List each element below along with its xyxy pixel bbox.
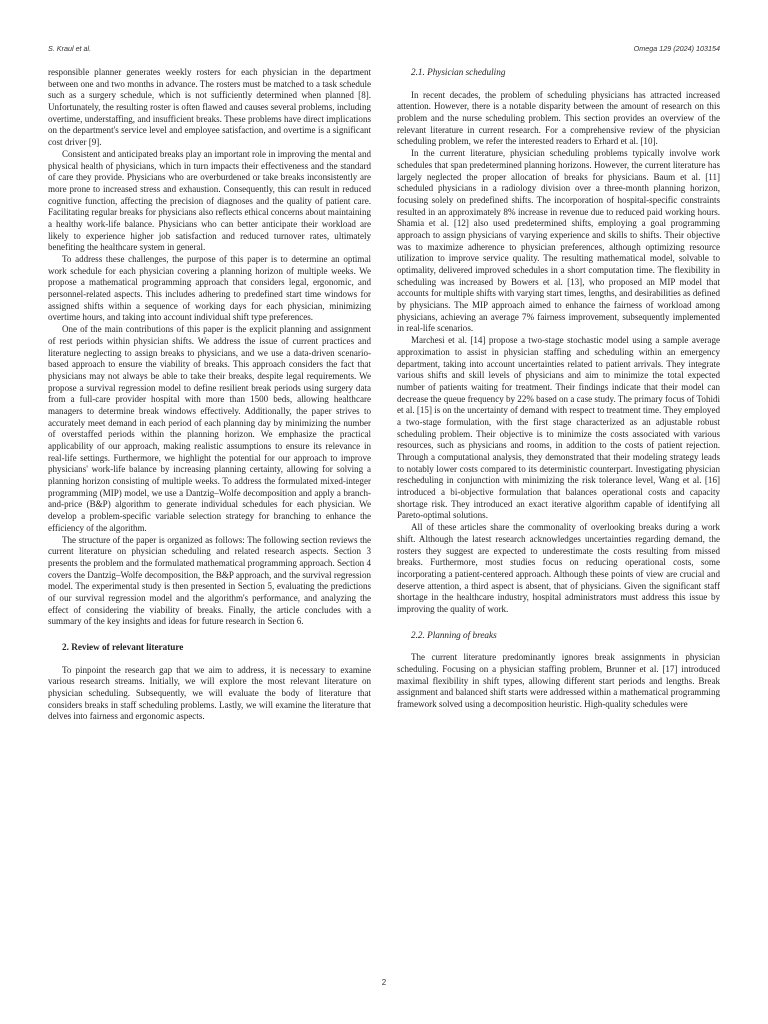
- paragraph: All of these articles share the commonality of overlooking breaks during a work shift. Although the latest research acknowledges uncertainties regarding demand, the rosters they suggest are expected to underestimate the costs resulting from missed breaks. Furthermore, most studies focus on reducing operational costs, some incorporating a patient-centered approach. Although these points of view are crucial and deserve attention, a third aspect is absent, that of physicians. Given the significant staff shortage in the healthcare industry, hospital administrators must address this issue by improving the quality of work.: [397, 522, 720, 614]
- paragraph: The current literature predominantly ignores break assignments in physician scheduling. Focusing on a physician staffing problem, Brunner et al. [17] introduced maximal flexibility in shift types, allowing different start periods and lengths. Break assignment and balanced shift starts were addressed within a mathematical programming framework solved using a decomposition heuristic. High-quality schedules were: [397, 652, 720, 710]
- right-column: [397, 67, 720, 711]
- paragraph: To pinpoint the research gap that we aim to address, it is necessary to examine various research streams. Initially, we will explore the most relevant literature on physician scheduling. Subsequently, we will evaluate the body of literature that considers breaks in staff scheduling problems. Lastly, we will examine the literature that delves into fairness and ergonomic aspects.: [48, 664, 371, 722]
- section-heading: 2. Review of relevant literature: [62, 642, 184, 652]
- running-head-authors: S. Kraul et al.: [48, 44, 92, 53]
- paragraph: One of the main contributions of this paper is the explicit planning and assignment of rest periods within physician shifts. We address the issue of current practices and literature neglecting to assign breaks to physicians, and we use a data-driven scenario-based approach to ensure the viability of breaks. This approach considers the fact that physicians may not always be able to take their breaks, despite legal requirements. We propose a survival regression model to define resilient break periods using surgery data from a full-care provider hospital with more than 1500 beds, allowing healthcare managers to determine break windows effectively. Additionally, the paper strives to accurately meet demand in each period of each planning day by minimizing the number of overstaffed periods within the planning horizon. We emphasize the practical applicability of our approach, making realistic assumptions to ensure its relevance in real-life settings. Furthermore, we highlight the potential for our approach to improve physicians' work-life balance by increasing planning certainty, allowing for solving a planning horizon consisting of multiple weeks. To address the formulated mixed-integer programming (MIP) model, we use a Dantzig–Wolfe decomposition and apply a branch-and-price (B&P) algorithm to generate individual schedules for each physician. We develop a problem-specific variable selection strategy for branching to enhance the efficiency of the algorithm.: [48, 324, 371, 533]
- paragraph: In recent decades, the problem of scheduling physicians has attracted increased attention. However, there is a notable disparity between the amount of research on this problem and the nurse scheduling problem. This section provides an overview of the relevant literature in current research. For a comprehensive review of the physician scheduling problem, we refer the interested readers to Erhard et al. [10].: [397, 89, 720, 147]
- paragraph: The structure of the paper is organized as follows: The following section reviews the current literature on physician scheduling and related research aspects. Section 3 presents the problem and the formulated mathematical programming approach. Section 4 covers the Dantzig–Wolfe decomposition, the B&P approach, and the survival regression model. The experimental study is then presented in Section 5, evaluating the predictions of our survival regression model and the algorithm's performance, and analyzing the effect of considering the viability of breaks. Finally, the article concludes with a summary of the key insights and ideas for future research in Section 6.: [48, 534, 371, 627]
- paragraph: Marchesi et al. [14] propose a two-stage stochastic model using a sample average approximation to assist in physician staffing and scheduling within an emergency department, taking into account uncertainties related to patient arrivals. They integrate various shifts and skill levels of physicians and aim to minimize the total expected number of patients waiting for treatment. Their findings indicate that their model can decrease the queue frequency by 22% based on a case study. The primary focus of Tohidi et al. [15] is on the uncertainty of demand with respect to treatment time. They employed a two-stage formulation, with the first stage characterized as an adjustable robust scheduling problem. Their objective is to minimize the costs associated with various resources, such as physicians and rooms, in addition to the costs of patient rejection. Through a computational analysis, they demonstrated that their modeling strategy leads to notably lower costs compared to its deterministic counterpart. Investigating physician rescheduling in conjunction with minimizing the risk tolerance level, Wang et al. [16] introduced a bi-objective formulation that balances operational costs and capacity shortage risk. They introduced an exact iterative algorithm capable of identifying all Pareto-optimal solutions.: [397, 335, 721, 521]
- paragraph: In the current literature, physician scheduling problems typically involve work schedules that span predetermined planning horizons. However, the current literature has largely neglected the proper allocation of breaks for physicians. Baum et al. [11] scheduled physicians in a radiology division over a three-month planning horizon, focusing solely on predefined shifts. The incorporation of hospital-specific constraints resulted in an approximately 8% increase in revenue due to reduced paid working hours. Shamia et al. [12] also used predetermined shifts, employing a goal programming approach to assign physicians of varying experience and skills to shifts. Their objective was to maximize adherence to physician preferences, although optimizing resource utilization to improve service quality. The resulting mathematical model, solvable to optimality, delivered improved schedules in a short computation time. The flexibility in scheduling was increased by Bowers et al. [13], who proposed an MIP model that accounts for multiple shifts with varying start times, lengths, and desirabilities as defined by physicians. The MIP approach aimed to enhance the fairness of workload among physicians, achieving an average 7% fairness improvement, subsequently implemented in real-life scenarios.: [397, 148, 720, 334]
- page-number: 2: [381, 978, 387, 987]
- left-column: [48, 67, 371, 723]
- subsection-heading: 2.2. Planning of breaks: [411, 629, 497, 640]
- paragraph: To address these challenges, the purpose of this paper is to determine an optimal work schedule for each physician covering a planning horizon of multiple weeks. We propose a mathematical programming approach that considers legal, ergonomic, and personnel-related aspects. This includes adhering to predefined start time windows for assigned shifts within a sequence of working days for each physician, minimizing overtime hours, and taking into account individual shift type preferences.: [48, 254, 371, 323]
- subsection-heading: 2.1. Physician scheduling: [411, 67, 506, 77]
- paragraph: Consistent and anticipated breaks play an important role in improving the mental and physical health of physicians, which in turn impacts their effectiveness and the standard of care they provide. Physicians who are overburdened or take breaks inconsistently are more prone to increased stress and exhaustion. Consequently, this can result in reduced cognitive function, affecting the precision of diagnoses and the quality of patient care. Facilitating regular breaks for physicians also reflects ethical concerns about maintaining a healthy work-life balance. Physicians who can better anticipate their workload are likely to experience higher job satisfaction and reduced turnover rates, ultimately benefiting the healthcare system in general.: [48, 148, 371, 253]
- running-head: [48, 44, 720, 53]
- paragraph: responsible planner generates weekly rosters for each physician in the department between one and two months in advance. The rosters must be matched to a task schedule such as a surgery schedule, which is not sufficiently determined when planned [8]. Unfortunately, the resulting roster is often flawed and causes several problems, including overtime, understaffing, and insufficient breaks. These problems have direct implications on the department's service level and employee satisfaction, and overtime is a significant cost driver [9].: [48, 67, 371, 148]
- running-head-journal: Omega 129 (2024) 103154: [633, 44, 720, 53]
